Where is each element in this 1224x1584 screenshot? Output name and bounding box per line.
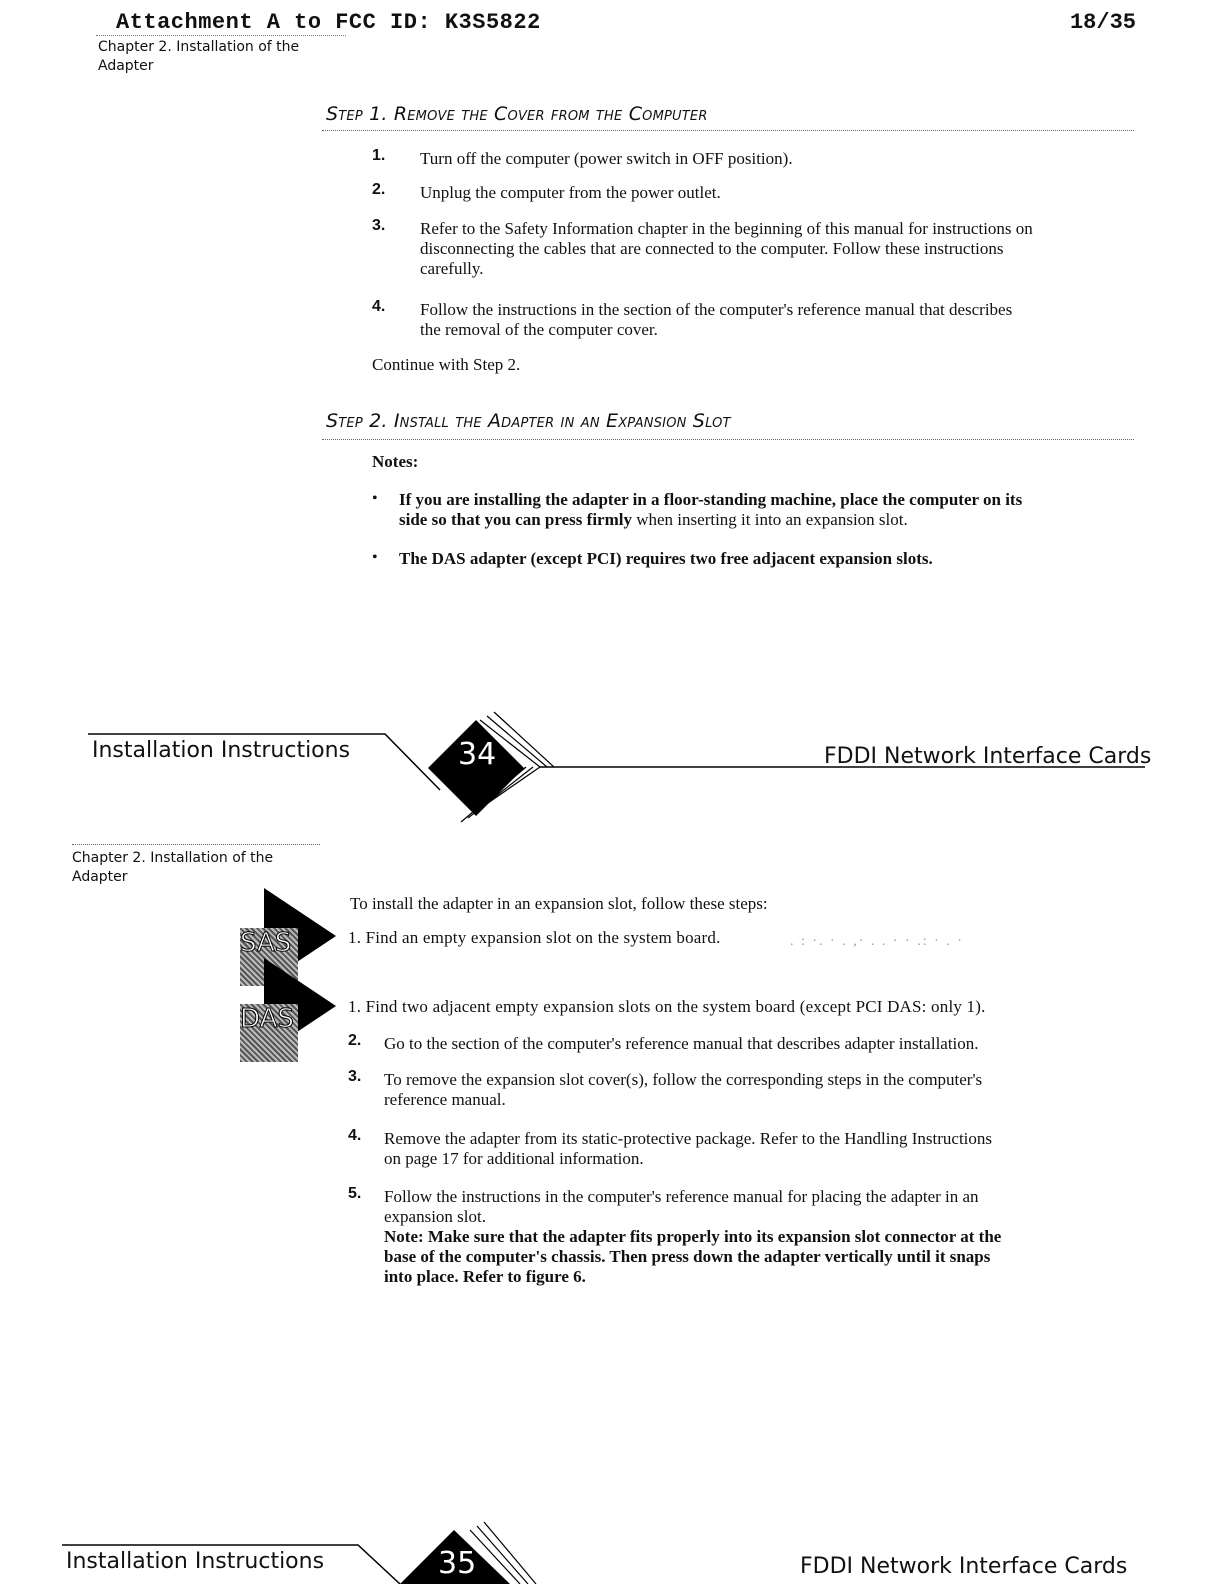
lower-item-number: 4. <box>348 1127 362 1144</box>
document-header-title: Attachment A to FCC ID: K3S5822 <box>116 10 541 35</box>
page-number: 18/35 <box>1069 10 1136 35</box>
installation-note-line: Note: Make sure that the adapter fits properly into its expansion slot connector at the <box>384 1227 1002 1246</box>
footer-page-number: 34 <box>458 737 497 772</box>
text-line: expansion slot. <box>384 1207 486 1226</box>
note-item: The DAS adapter (except PCI) requires two free adjacent expansion slots. <box>399 549 933 568</box>
footer-left-title: Installation Instructions <box>66 1549 325 1574</box>
lower-item-number: 5. <box>348 1185 362 1202</box>
text-span: when inserting it into an expansion slot. <box>631 510 908 529</box>
text-line: Refer to the Safety Information chapter in the beginning of this manual for instructions on <box>420 219 1033 238</box>
lower-item-number: 3. <box>348 1068 362 1085</box>
sas-badge: SAS <box>240 928 298 986</box>
chapter-label-line1: Chapter 2. Installation of the <box>98 39 300 55</box>
installation-note-line: into place. Refer to figure 6. <box>384 1267 586 1286</box>
step1-item-text: Turn off the computer (power switch in OFF position). <box>420 149 793 168</box>
step1-item-number: 4. <box>372 298 386 315</box>
intro-text: To install the adapter in an expansion slot, follow these steps: <box>350 894 768 913</box>
step1-item-number: 2. <box>372 181 386 198</box>
footer-left-title: Installation Instructions <box>92 738 351 763</box>
sas-step-text: 1. Find an empty expansion slot on the system board. <box>348 928 721 947</box>
text-line: If you are installing the adapter in a floor-standing machine, place the computer on its <box>399 490 1023 509</box>
bullet-icon: • <box>372 490 378 507</box>
text-line: Follow the instructions in the computer's reference manual for placing the adapter in an <box>384 1187 979 1206</box>
chapter-label-line1: Chapter 2. Installation of the <box>72 850 274 866</box>
step1-item-number: 1. <box>372 147 386 164</box>
installation-note-line: base of the computer's chassis. Then press down the adapter vertically until it snaps <box>384 1247 991 1266</box>
text-line: To remove the expansion slot cover(s), follow the corresponding steps in the computer's <box>384 1070 983 1089</box>
step1-heading: Step 1. Remove the Cover from the Computer <box>326 103 708 125</box>
text-line: disconnecting the cables that are connected to the computer. Follow these instructions <box>420 239 1004 258</box>
lower-item-text: Go to the section of the computer's reference manual that describes adapter installation. <box>384 1034 979 1053</box>
text-line: carefully. <box>420 259 484 278</box>
text-span: side so that you can press firmly <box>399 510 632 529</box>
footer-page-number: 35 <box>438 1546 477 1581</box>
text-line: reference manual. <box>384 1090 506 1109</box>
das-step-text: 1. Find two adjacent empty expansion slots on the system board (except PCI DAS: only 1). <box>348 997 986 1016</box>
bullet-icon: • <box>372 549 378 566</box>
footer-right-title: FDDI Network Interface Cards <box>824 744 1152 769</box>
step2-heading: Step 2. Install the Adapter in an Expansion Slot <box>326 410 731 432</box>
scan-noise: . : ·. · . ,· . . · · .: · . · <box>790 934 964 949</box>
step1-item-text: Unplug the computer from the power outlet. <box>420 183 721 202</box>
chapter-label-line2: Adapter <box>72 869 128 885</box>
das-badge: DAS <box>240 1004 298 1062</box>
notes-label: Notes: <box>372 452 419 471</box>
text-line: Remove the adapter from its static-protective package. Refer to the Handling Instructions <box>384 1129 993 1148</box>
lower-item-number: 2. <box>348 1032 362 1049</box>
continue-note: Continue with Step 2. <box>372 355 521 374</box>
text-line: the removal of the computer cover. <box>420 320 658 339</box>
footer-right-title: FDDI Network Interface Cards <box>800 1554 1128 1579</box>
chapter-label-line2: Adapter <box>98 58 154 74</box>
step1-item-number: 3. <box>372 217 386 234</box>
text-line: on page 17 for additional information. <box>384 1149 644 1168</box>
text-line: Follow the instructions in the section of the computer's reference manual that describes <box>420 300 1013 319</box>
